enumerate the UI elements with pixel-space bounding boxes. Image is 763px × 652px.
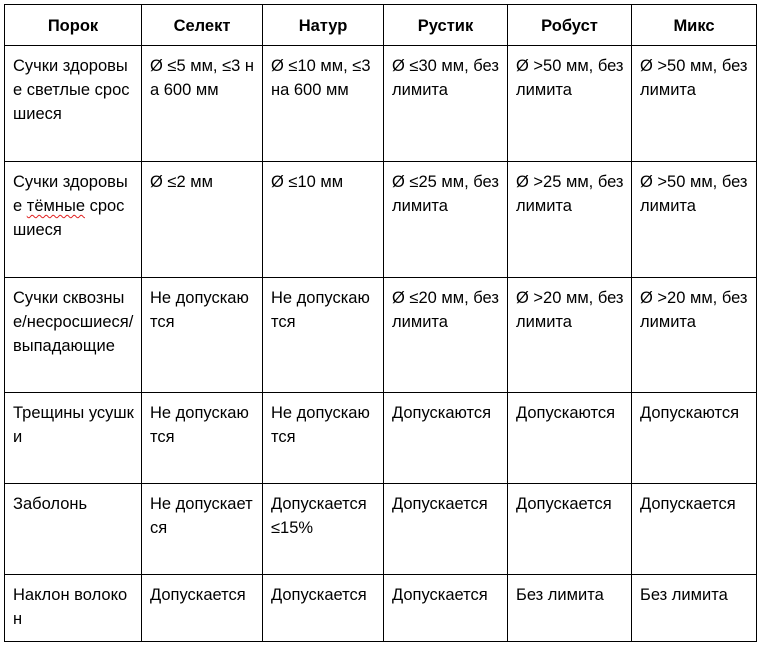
table-row [5, 278, 757, 393]
grade-cell: Не допускается [142, 484, 263, 575]
table-row [5, 393, 757, 484]
table-row [5, 46, 757, 162]
grade-cell: Ø ≤20 мм, без лимита [384, 278, 508, 393]
grade-cell: Допускаются [508, 393, 632, 484]
grade-cell: Допускается [263, 575, 384, 642]
grade-cell: Допускается [384, 575, 508, 642]
grade-cell: Допускаются [632, 393, 757, 484]
defect-text: Сучки здоровые [13, 173, 128, 215]
defect-text: сросшиеся [13, 197, 125, 239]
defect-cell [5, 162, 142, 278]
defect-cell: Сучки сквозные/несросшиеся/выпадающие [5, 278, 142, 393]
grade-cell: Ø >50 мм, без лимита [508, 46, 632, 162]
grade-cell: Допускается [508, 484, 632, 575]
header-rustik: Рустик [384, 5, 508, 46]
table-row [5, 484, 757, 575]
header-select: Селект [142, 5, 263, 46]
grade-cell: Не допускаются [142, 278, 263, 393]
grade-cell: Не допускаются [263, 278, 384, 393]
header-natur: Натур [263, 5, 384, 46]
defect-cell: Наклон волокон [5, 575, 142, 642]
grade-cell: Ø ≤10 мм [263, 162, 384, 278]
grade-cell: Ø >25 мм, без лимита [508, 162, 632, 278]
grade-cell: Ø ≤10 мм, ≤3 на 600 мм [263, 46, 384, 162]
table-row [5, 162, 757, 278]
grade-cell: Допускается ≤15% [263, 484, 384, 575]
grade-cell: Допускается [142, 575, 263, 642]
defect-cell: Трещины усушки [5, 393, 142, 484]
spellcheck-flagged-word[interactable]: тёмные [26, 197, 85, 215]
grade-cell: Ø ≤5 мм, ≤3 на 600 мм [142, 46, 263, 162]
header-miks: Микс [632, 5, 757, 46]
header-row [5, 5, 757, 46]
grade-cell: Без лимита [508, 575, 632, 642]
grade-cell: Допускается [384, 484, 508, 575]
defect-cell: Заболонь [5, 484, 142, 575]
grade-cell: Без лимита [632, 575, 757, 642]
grade-cell: Ø >50 мм, без лимита [632, 162, 757, 278]
wood-grade-table [4, 4, 757, 642]
grade-cell: Допускается [632, 484, 757, 575]
grade-cell: Ø ≤25 мм, без лимита [384, 162, 508, 278]
table-row [5, 575, 757, 642]
grade-cell: Ø ≤30 мм, без лимита [384, 46, 508, 162]
grade-cell: Допускаются [384, 393, 508, 484]
header-robust: Робуст [508, 5, 632, 46]
grade-cell: Ø ≤2 мм [142, 162, 263, 278]
grade-cell: Ø >20 мм, без лимита [632, 278, 757, 393]
grade-cell: Не допускаются [142, 393, 263, 484]
grade-cell: Ø >50 мм, без лимита [632, 46, 757, 162]
header-defect: Порок [5, 5, 142, 46]
grade-cell: Ø >20 мм, без лимита [508, 278, 632, 393]
grade-cell: Не допускаются [263, 393, 384, 484]
defect-cell: Сучки здоровые светлые сросшиеся [5, 46, 142, 162]
